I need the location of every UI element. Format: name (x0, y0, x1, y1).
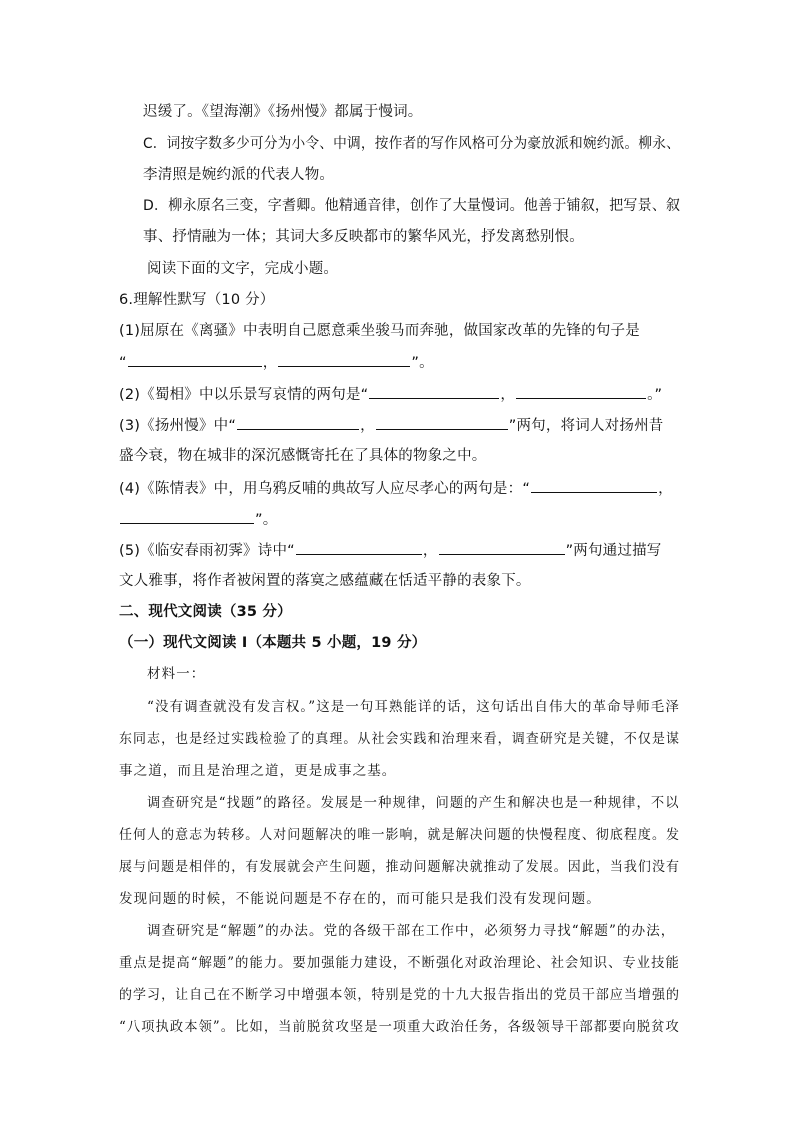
section-2-title: 二、现代文阅读（35 分） (119, 604, 292, 620)
passage-p3-line4: “八项执政本领”。比如，当前脱贫攻坚是一项重大政治任务，各级领导干部都要向脱贫攻 (119, 1019, 680, 1035)
answer-blank[interactable] (128, 352, 262, 367)
passage-p1-line3: 事之道，而且是治理之道，更是成事之基。 (119, 763, 397, 779)
q6-part3-prefix: (3)《扬州慢》中“ (119, 418, 237, 434)
answer-blank[interactable] (516, 384, 646, 399)
q6-part1-close: ”。 (411, 355, 434, 371)
q6-part4-line2 (119, 509, 277, 530)
q6-part5-suffix: ”两句通过描写 (565, 543, 662, 559)
q6-part1-comma: ， (262, 355, 278, 371)
option-d-line1: D．柳永原名三变，字耆卿。他精通音律，创作了大量慢词。他善于铺叙，把写景、叙 (143, 198, 681, 214)
section-2-subtitle: （一）现代文阅读 I（本题共 5 小题，19 分） (119, 635, 427, 651)
q6-part5-prefix: (5)《临安春雨初霁》诗中“ (119, 543, 295, 559)
q6-part2-prefix: (2)《蜀相》中以乐景写哀情的两句是“ (119, 387, 369, 403)
answer-blank[interactable] (278, 352, 410, 367)
passage-p2-line3: 展与问题是相伴的，有发展就会产生问题，推动问题解决就推动了发展。因此，当我们没有 (119, 859, 680, 875)
passage-p1-line1: “没有调查就没有发言权。”这是一句耳熟能详的话，这句话出自伟大的革命导师毛泽 (147, 699, 680, 715)
passage-p2-line1: 调查研究是“找题”的路径。发展是一种规律，问题的产生和解决也是一种规律，不以 (147, 795, 680, 811)
passage-p3-line1: 调查研究是“解题”的办法。党的各级干部在工作中，必须努力寻找“解题”的办法， (147, 923, 676, 939)
q6-part4-comma: ， (658, 481, 673, 497)
material-label: 材料一： (147, 666, 206, 682)
q6-part2-comma: ， (500, 387, 516, 403)
q6-part3-suffix: ”两句，将词人对扬州昔 (508, 418, 664, 434)
passage-p1-line2: 东同志，也是经过实践检验了的真理。从社会实践和治理来看，调查研究是关键，不仅是谋 (119, 731, 680, 747)
answer-blank[interactable] (120, 509, 254, 524)
q6-part5-line2: 文人雅事，将作者被闲置的落寞之感蕴藏在恬适平静的表象下。 (119, 573, 531, 589)
answer-blank[interactable] (237, 415, 359, 430)
q6-part3-line1 (119, 415, 663, 436)
q6-part5-comma: ， (422, 543, 438, 559)
reading-instruction: 阅读下面的文字，完成小题。 (147, 261, 339, 277)
passage-p3-line2: 重点是提高“解题”的能力。要加强能力建设，不断强化对政治理论、社会知识、专业技能 (119, 955, 680, 971)
q6-part1-line2 (119, 352, 434, 373)
q6-part2-close: 。” (647, 387, 663, 403)
option-c-line2: 李清照是婉约派的代表人物。 (143, 167, 335, 183)
passage-p2-line4: 发现问题的时候，不能说问题是不存在的，而可能只是我们没有发现问题。 (119, 891, 601, 907)
q6-part2 (119, 384, 662, 405)
q6-part1-open-quote: “ (119, 355, 127, 371)
q6-part4-line1 (119, 478, 673, 499)
option-d-line2: 事、抒情融为一体；其词大多反映都市的繁华风光，抒发离愁别恨。 (143, 229, 584, 245)
q6-part3-comma: ， (360, 418, 375, 434)
option-c-line1: C．词按字数多少可分为小令、中调，按作者的写作风格可分为豪放派和婉约派。柳永、 (143, 136, 680, 152)
passage-p3-line3: 的学习，让自己在不断学习中增强本领，特别是党的十九大报告指出的党员干部应当增强的 (119, 987, 680, 1003)
q6-part1-line1: (1)屈原在《离骚》中表明自己愿意乘坐骏马而奔驰，做国家改革的先锋的句子是 (119, 323, 640, 339)
answer-blank[interactable] (531, 478, 657, 493)
option-b-tail: 迟缓了。《望海潮》《扬州慢》都属于慢词。 (143, 104, 423, 120)
q6-part4-close: ”。 (255, 512, 278, 528)
answer-blank[interactable] (376, 415, 508, 430)
q6-part3-line2: 盛今衰，物在城非的深沉感慨寄托在了具体的物象之中。 (119, 448, 487, 464)
answer-blank[interactable] (296, 540, 422, 555)
q6-part4-prefix: (4)《陈情表》中，用乌鸦反哺的典故写人应尽孝心的两句是：“ (119, 481, 531, 497)
question-6-title: 6.理解性默写（10 分） (119, 292, 275, 308)
q6-part5-line1 (119, 540, 661, 561)
passage-p2-line2: 任何人的意志为转移。人对问题解决的唯一影响，就是解决问题的快慢程度、彻底程度。发 (119, 827, 680, 843)
answer-blank[interactable] (369, 384, 499, 399)
answer-blank[interactable] (439, 540, 565, 555)
